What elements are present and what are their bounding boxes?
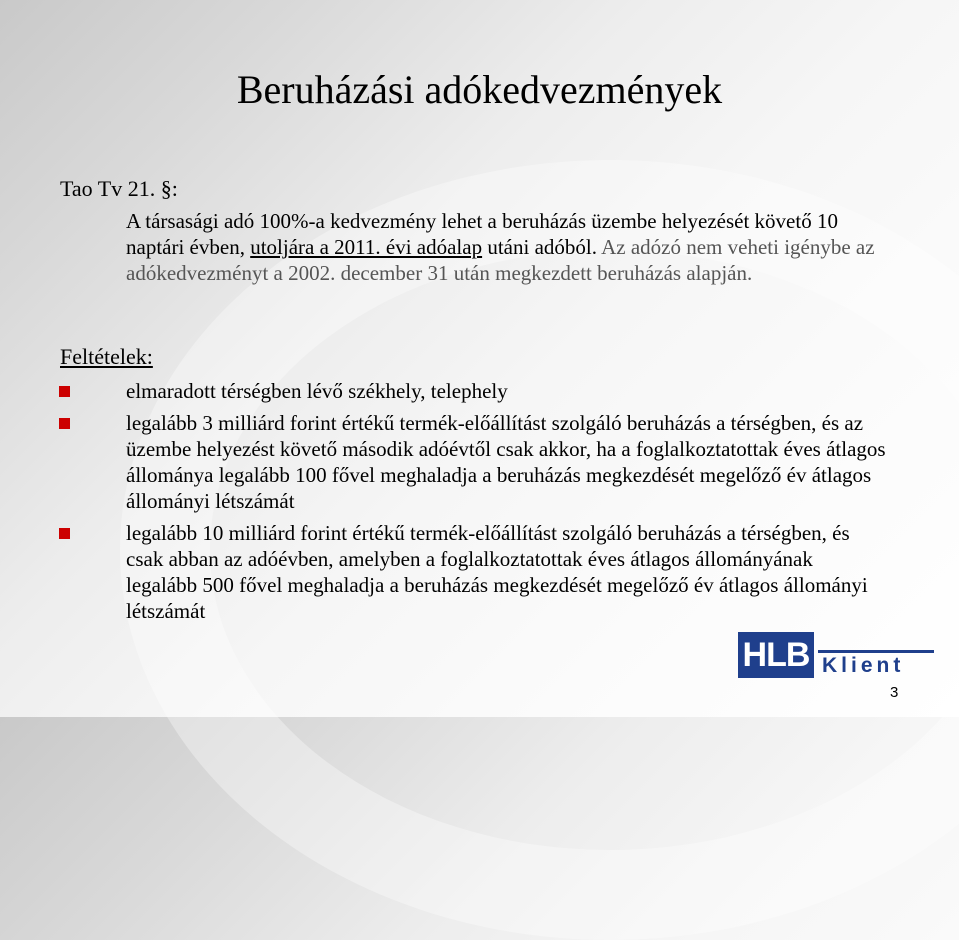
section-heading-tao: Tao Tv 21. §: <box>60 176 178 201</box>
intro-text-underlined: utoljára a 2011. évi adóalap <box>250 235 483 259</box>
logo-line <box>818 650 934 653</box>
list-item-text: legalább 10 milliárd forint értékű termék-előállítást szolgáló beruházás a térségben, és csak abban az adóévben, amelyben a foglalkoztatottak éves átlagos állományának legalább 500 fővel meghaladja a beruházás megkezdését megelőző év átlagos állományi létszámát <box>126 521 868 623</box>
intro-text-part1: A társasági adó 100%-a kedvezmény lehet a beruházás üzembe helyezését követő 10 naptári évben, <box>126 209 838 259</box>
intro-text-part2: utáni adóból. <box>482 235 602 259</box>
logo-side-text: Klient <box>822 654 905 677</box>
conditions-list <box>0 378 959 630</box>
hlb-klient-logo <box>738 632 938 680</box>
bullet-square-icon <box>59 418 70 429</box>
page-number: 3 <box>890 684 899 701</box>
list-item <box>0 520 886 624</box>
list-item-text: elmaradott térségben lévő székhely, telephely <box>126 379 508 403</box>
section-heading-feltetelek: Feltételek: <box>60 344 153 369</box>
list-item <box>0 378 886 404</box>
slide-title: Beruházási adókedvezmények <box>236 67 723 112</box>
intro-text-part3: Az adózó nem veheti igénybe az adókedvezményt a 2002. december 31 után megkezdett beruházás alapján. <box>126 235 875 285</box>
list-item-text: legalább 3 milliárd forint értékű termék-előállítást szolgáló beruházás a térségben, és az üzembe helyezést követő második adóévtől csak akkor, ha a foglalkoztatottak éves átlagos állománya legalább 100 fővel meghaladja a beruházás megkezdését megelőző év átlagos állományi létszámát <box>126 411 886 513</box>
intro-paragraph <box>126 208 886 286</box>
bullet-square-icon <box>59 528 70 539</box>
bullet-square-icon <box>59 386 70 397</box>
logo-box: HLB <box>738 632 814 678</box>
list-item <box>0 410 886 514</box>
